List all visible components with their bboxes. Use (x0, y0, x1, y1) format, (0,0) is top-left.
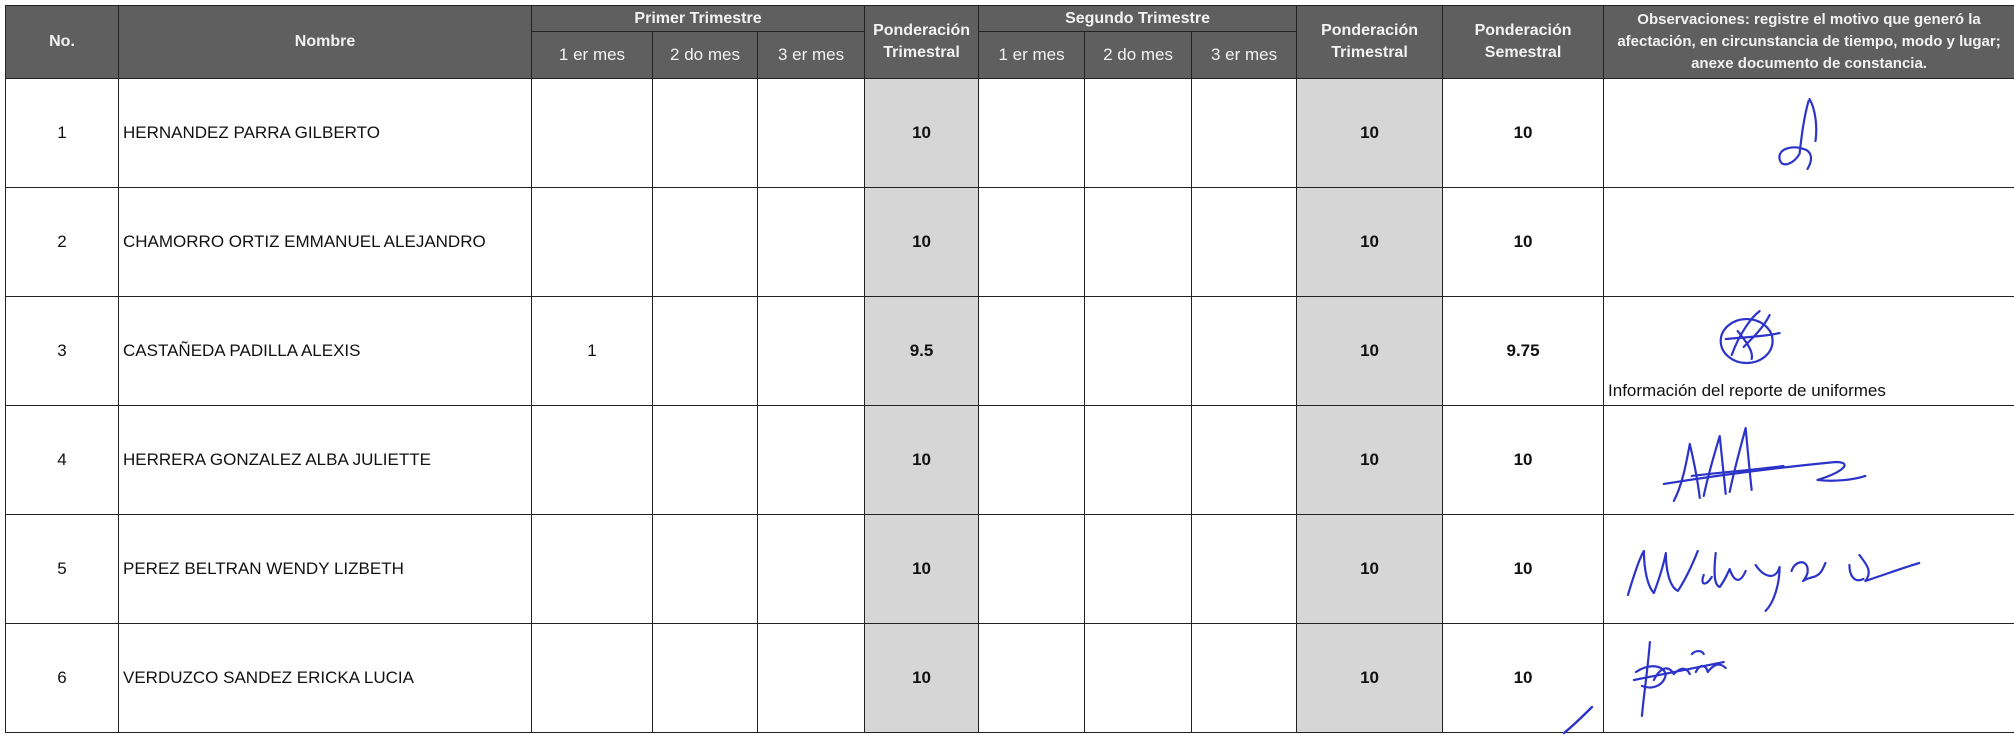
cell-t2-mes2 (1085, 79, 1192, 188)
header-t2-mes1: 1 er mes (979, 32, 1085, 79)
cell-semestral: 10 (1443, 79, 1604, 188)
ink-mark (1560, 705, 1600, 735)
cell-t1-mes2 (653, 188, 758, 297)
header-t2-mes3: 3 er mes (1192, 32, 1297, 79)
cell-no: 4 (6, 406, 119, 515)
cell-t1-mes1 (532, 624, 653, 733)
cell-t2-mes3 (1192, 406, 1297, 515)
cell-observaciones (1604, 79, 2014, 188)
signature-4 (1604, 406, 2014, 514)
header-nombre: Nombre (119, 6, 532, 79)
header-ponderacion-trimestral-1 (865, 6, 979, 79)
cell-semestral: 10 (1443, 188, 1604, 297)
signature-1 (1604, 79, 2014, 187)
cell-t2-mes3 (1192, 188, 1297, 297)
cell-t2-mes3 (1192, 515, 1297, 624)
cell-t2-mes3 (1192, 297, 1297, 406)
cell-observaciones (1604, 406, 2014, 515)
table-row (6, 406, 2014, 515)
cell-t1-mes3 (758, 515, 865, 624)
cell-t1-mes3 (758, 297, 865, 406)
cell-t2-ponderacion: 10 (1297, 406, 1443, 515)
table-row (6, 188, 2014, 297)
cell-t1-mes3 (758, 624, 865, 733)
cell-t1-mes2 (653, 79, 758, 188)
cell-t1-mes3 (758, 188, 865, 297)
cell-t2-mes1 (979, 297, 1085, 406)
table-row (6, 624, 2014, 733)
cell-observaciones (1604, 515, 2014, 624)
cell-t2-mes1 (979, 406, 1085, 515)
cell-t2-mes2 (1085, 297, 1192, 406)
table-row (6, 515, 2014, 624)
cell-observaciones (1604, 624, 2014, 733)
header-ponderacion-semestral (1443, 6, 1604, 79)
cell-t1-mes1 (532, 515, 653, 624)
cell-t2-ponderacion: 10 (1297, 188, 1443, 297)
header-ponderacion-trimestral-2 (1297, 6, 1443, 79)
header-t1-mes1: 1 er mes (532, 32, 653, 79)
cell-t1-ponderacion: 10 (865, 406, 979, 515)
cell-t2-mes1 (979, 515, 1085, 624)
header-trimestral-label: Trimestral (1297, 42, 1442, 64)
cell-t1-mes3 (758, 79, 865, 188)
header-t2-mes2: 2 do mes (1085, 32, 1192, 79)
observation-note: Información del reporte de uniformes (1608, 381, 1886, 401)
signature-5 (1604, 515, 2014, 623)
header-t1-mes3: 3 er mes (758, 32, 865, 79)
header-trimestral-label: Trimestral (865, 42, 978, 64)
cell-observaciones (1604, 188, 2014, 297)
cell-nombre: HERNANDEZ PARRA GILBERTO (119, 79, 532, 188)
cell-semestral: 10 (1443, 515, 1604, 624)
cell-t1-mes1 (532, 406, 653, 515)
cell-nombre: CHAMORRO ORTIZ EMMANUEL ALEJANDRO (119, 188, 532, 297)
cell-t2-mes3 (1192, 624, 1297, 733)
cell-t2-ponderacion: 10 (1297, 297, 1443, 406)
header-observaciones-line: anexe documento de constancia. (1610, 53, 2008, 75)
cell-t2-ponderacion: 10 (1297, 515, 1443, 624)
cell-no: 3 (6, 297, 119, 406)
cell-t1-ponderacion: 10 (865, 515, 979, 624)
signature-6 (1604, 624, 2014, 732)
header-ponderacion-label: Ponderación (1443, 20, 1603, 42)
cell-t2-mes3 (1192, 79, 1297, 188)
cell-t1-ponderacion: 9.5 (865, 297, 979, 406)
header-observaciones-line: Observaciones: registre el motivo que generó la (1610, 9, 2008, 31)
cell-t2-mes2 (1085, 188, 1192, 297)
header-no: No. (6, 6, 119, 79)
header-semestral-label: Semestral (1443, 42, 1603, 64)
cell-t1-ponderacion: 10 (865, 624, 979, 733)
cell-t2-mes2 (1085, 624, 1192, 733)
table-row (6, 297, 2014, 406)
cell-t1-mes1 (532, 79, 653, 188)
header-ponderacion-label: Ponderación (865, 20, 978, 42)
evaluation-table (5, 5, 2014, 733)
cell-t1-mes1 (532, 188, 653, 297)
cell-t2-mes1 (979, 624, 1085, 733)
table-row (6, 79, 2014, 188)
cell-nombre: CASTAÑEDA PADILLA ALEXIS (119, 297, 532, 406)
header-observaciones (1604, 6, 2014, 79)
header-t1-mes2: 2 do mes (653, 32, 758, 79)
cell-t1-mes2 (653, 297, 758, 406)
cell-t1-mes2 (653, 515, 758, 624)
cell-t2-mes1 (979, 188, 1085, 297)
header-observaciones-line: afectación, en circunstancia de tiempo, modo y lugar; (1610, 31, 2008, 53)
cell-t2-mes2 (1085, 406, 1192, 515)
cell-t2-mes2 (1085, 515, 1192, 624)
cell-semestral: 9.75 (1443, 297, 1604, 406)
cell-no: 6 (6, 624, 119, 733)
header-primer-trimestre: Primer Trimestre (532, 6, 865, 32)
cell-t1-mes2 (653, 406, 758, 515)
cell-t1-mes1: 1 (532, 297, 653, 406)
cell-t2-mes1 (979, 79, 1085, 188)
cell-t2-ponderacion: 10 (1297, 624, 1443, 733)
cell-t1-ponderacion: 10 (865, 188, 979, 297)
cell-no: 2 (6, 188, 119, 297)
cell-t1-mes2 (653, 624, 758, 733)
header-ponderacion-label: Ponderación (1297, 20, 1442, 42)
cell-nombre: PEREZ BELTRAN WENDY LIZBETH (119, 515, 532, 624)
cell-semestral: 10 (1443, 406, 1604, 515)
cell-no: 1 (6, 79, 119, 188)
cell-no: 5 (6, 515, 119, 624)
cell-semestral: 10 (1443, 624, 1604, 733)
cell-t2-ponderacion: 10 (1297, 79, 1443, 188)
header-segundo-trimestre: Segundo Trimestre (979, 6, 1297, 32)
cell-t1-ponderacion: 10 (865, 79, 979, 188)
cell-nombre: HERRERA GONZALEZ ALBA JULIETTE (119, 406, 532, 515)
cell-observaciones (1604, 297, 2014, 406)
cell-nombre: VERDUZCO SANDEZ ERICKA LUCIA (119, 624, 532, 733)
cell-t1-mes3 (758, 406, 865, 515)
